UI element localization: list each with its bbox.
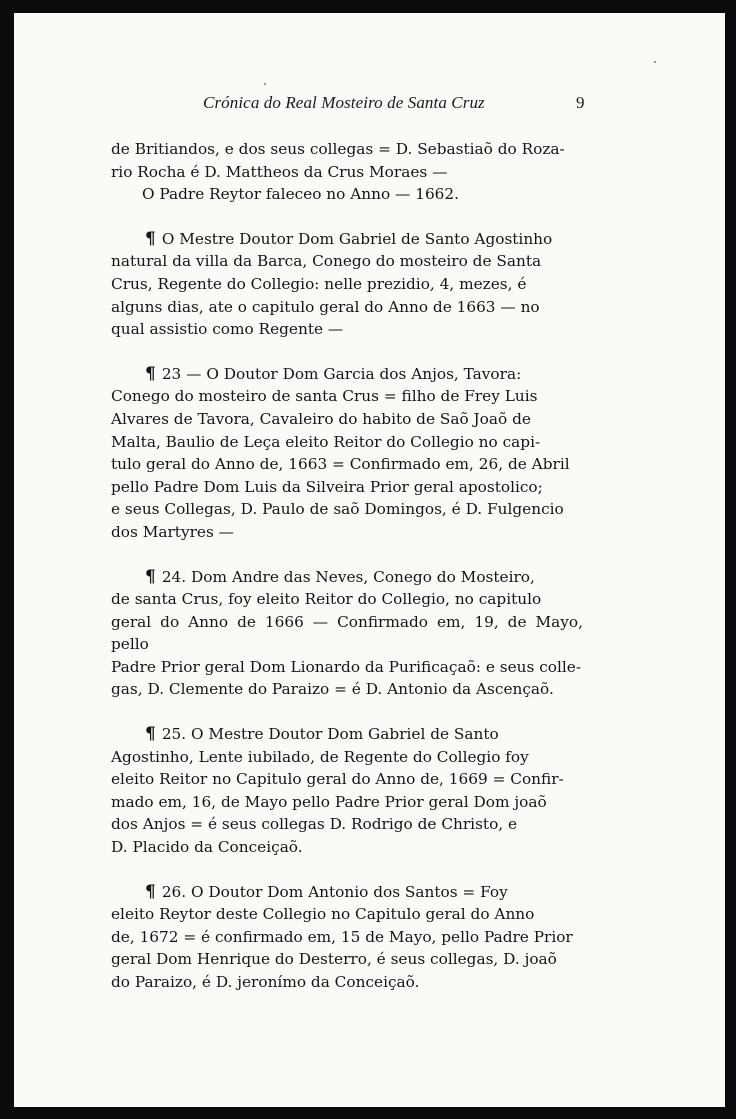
text-line: geral Dom Henrique do Desterro, é seus collegas, D. joaõ bbox=[111, 950, 557, 969]
text-line: Agostinho, Lente iubilado, de Regente do Collegio foy bbox=[111, 747, 529, 766]
text-line: pello Padre Dom Luis da Silveira Prior geral apostolico; bbox=[111, 477, 543, 496]
text-line: Padre Prior geral Dom Lionardo da Purificaçaõ: e seus colle- bbox=[111, 657, 581, 676]
page-header bbox=[14, 93, 725, 119]
text-line: de santa Crus, foy eleito Reitor do Collegio, no capitulo bbox=[111, 590, 542, 609]
text-line: e seus Collegas, D. Paulo de saõ Domingos, é D. Fulgencio bbox=[111, 500, 564, 519]
text-line: eleito Reytor deste Collegio no Capitulo geral do Anno bbox=[111, 905, 535, 924]
text-line bbox=[111, 228, 583, 251]
text-line: geral do Anno de 1666 — Confirmado em, 19, de Mayo, pello bbox=[111, 612, 583, 654]
running-title: Crónica do Real Mosteiro de Santa Cruz bbox=[203, 93, 485, 112]
text-line: rio Rocha é D. Mattheos da Crus Moraes — bbox=[111, 162, 448, 181]
text-line: do Paraizo, é D. jeronímo da Conceiçaõ. bbox=[111, 973, 420, 991]
paper-speck bbox=[654, 61, 656, 63]
paragraph bbox=[111, 228, 583, 341]
text-line: qual assistio como Regente — bbox=[111, 320, 344, 339]
text-line: eleito Reitor no Capitulo geral do Anno de, 1669 = Confir- bbox=[111, 770, 564, 789]
text-line: de Britiandos, e dos seus collegas = D. Sebastiaõ do Roza- bbox=[111, 140, 565, 158]
paper-speck bbox=[264, 83, 266, 85]
text-line-content: 26. O Doutor Dom Antonio dos Santos = Foy bbox=[161, 882, 508, 901]
text-line: natural da villa da Barca, Conego do mosteiro de Santa bbox=[111, 252, 542, 271]
body-text bbox=[111, 138, 583, 994]
text-line bbox=[111, 363, 583, 386]
text-line bbox=[111, 566, 583, 589]
text-line: tulo geral do Anno de, 1663 = Confirmado em, 26, de Abril bbox=[111, 455, 570, 474]
paragraph bbox=[111, 881, 583, 994]
text-line-content: 25. O Mestre Doutor Dom Gabriel de Santo bbox=[161, 725, 499, 744]
text-line: Alvares de Tavora, Cavaleiro do habito de Saõ Joaõ de bbox=[111, 409, 531, 428]
text-line: O Padre Reytor faleceo no Anno — 1662. bbox=[142, 185, 460, 204]
book-page bbox=[14, 13, 725, 1107]
text-line: gas, D. Clemente do Paraizo = é D. Antonio da Ascençaõ. bbox=[111, 680, 554, 699]
pilcrow-icon: ¶ bbox=[145, 363, 156, 384]
text-line: dos Martyres — bbox=[111, 522, 234, 541]
text-line: de, 1672 = é confirmado em, 15 de Mayo, pello Padre Prior bbox=[111, 927, 573, 946]
text-line bbox=[111, 881, 583, 904]
text-line-content: O Mestre Doutor Dom Gabriel de Santo Agostinho bbox=[161, 229, 553, 248]
text-line: Crus, Regente do Collegio: nelle prezidio, 4, mezes, é bbox=[111, 274, 527, 293]
text-line: Conego do mosteiro de santa Crus = filho de Frey Luis bbox=[111, 387, 538, 406]
pilcrow-icon: ¶ bbox=[145, 566, 156, 587]
text-line: alguns dias, ate o capitulo geral do Anno de 1663 — no bbox=[111, 297, 540, 316]
text-line: D. Placido da Conceiçaõ. bbox=[111, 838, 303, 857]
text-line: mado em, 16, de Mayo pello Padre Prior geral Dom joaõ bbox=[111, 792, 547, 811]
page-number: 9 bbox=[576, 93, 585, 112]
paragraph bbox=[111, 566, 583, 702]
pilcrow-icon: ¶ bbox=[145, 881, 156, 902]
paragraph bbox=[111, 363, 583, 544]
text-line bbox=[111, 723, 583, 746]
text-line: dos Anjos = é seus collegas D. Rodrigo de Christo, e bbox=[111, 815, 518, 834]
text-line-content: 23 — O Doutor Dom Garcia dos Anjos, Tavora: bbox=[161, 364, 522, 383]
paragraph bbox=[111, 723, 583, 859]
paragraph bbox=[111, 138, 583, 183]
text-line-content: 24. Dom Andre das Neves, Conego do Mosteiro, bbox=[161, 567, 535, 586]
pilcrow-icon: ¶ bbox=[145, 724, 156, 745]
text-line: Malta, Baulio de Leça eleito Reitor do Collegio no capi- bbox=[111, 432, 541, 451]
paragraph bbox=[111, 183, 583, 206]
pilcrow-icon: ¶ bbox=[145, 228, 156, 249]
